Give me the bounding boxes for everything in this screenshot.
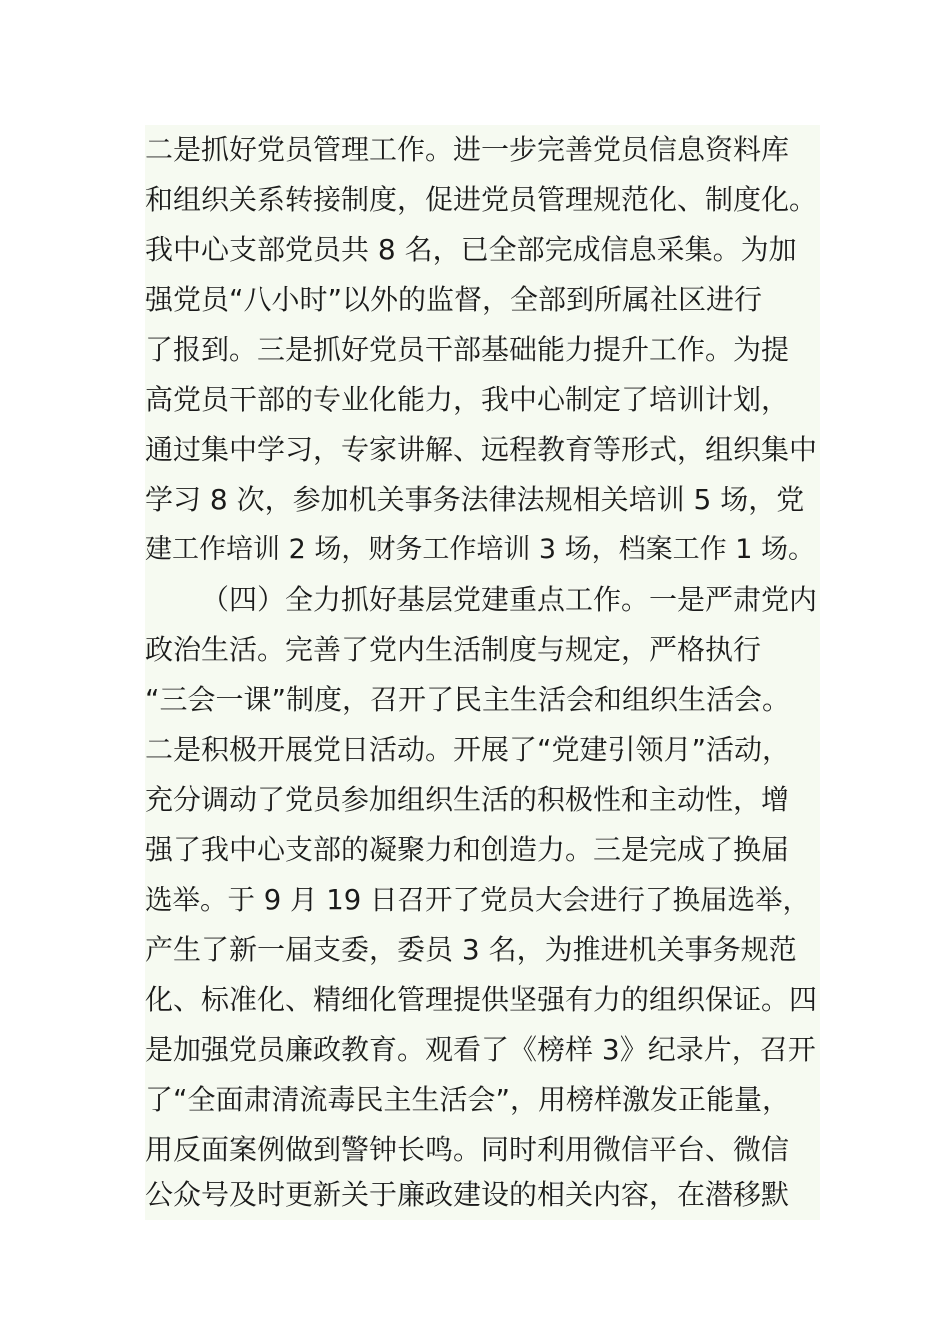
document-text-block	[145, 125, 820, 1220]
text-line: 二是积极开展党日活动。开展了“党建引领月”活动，	[145, 733, 791, 766]
text-line: 我中心支部党员共 8 名，已全部完成信息采集。为加	[145, 233, 797, 266]
text-line: 通过集中学习，专家讲解、远程教育等形式，组织集中	[145, 433, 818, 466]
text-line: 是加强党员廉政教育。观看了《榜样 3》纪录片，召开	[145, 1033, 816, 1066]
text-line: 了“全面肃清流毒民主生活会”，用榜样激发正能量，	[145, 1083, 791, 1116]
text-line: 选举。于 9 月 19 日召开了党员大会进行了换届选举，	[145, 884, 810, 916]
text-line: 了报到。三是抓好党员干部基础能力提升工作。为提	[145, 333, 790, 366]
text-line: 和组织关系转接制度，促进党员管理规范化、制度化。	[145, 183, 818, 216]
text-line: 学习 8 次，参加机关事务法律法规相关培训 5 场，党	[145, 483, 805, 516]
text-line: 强了我中心支部的凝聚力和创造力。三是完成了换届	[145, 833, 790, 866]
text-line: 政治生活。完善了党内生活制度与规定，严格执行	[145, 633, 762, 666]
text-line: 产生了新一届支委，委员 3 名，为推进机关事务规范	[145, 933, 797, 966]
text-line: 二是抓好党员管理工作。进一步完善党员信息资料库	[145, 133, 790, 166]
text-line: 充分调动了党员参加组织生活的积极性和主动性，增	[145, 783, 790, 816]
text-line: 公众号及时更新关于廉政建设的相关内容，在潜移默	[145, 1178, 790, 1211]
text-line: 用反面案例做到警钟长鸣。同时利用微信平台、微信	[145, 1133, 790, 1166]
text-line: “三会一课”制度，召开了民主生活会和组织生活会。	[145, 683, 791, 716]
text-line: 建工作培训 2 场，财务工作培训 3 场，档案工作 1 场。	[145, 534, 816, 565]
text-line: 化、标准化、精细化管理提供坚强有力的组织保证。四	[145, 983, 818, 1016]
text-line: 强党员“八小时”以外的监督，全部到所属社区进行	[145, 283, 763, 316]
text-line: 高党员干部的专业化能力，我中心制定了培训计划，	[145, 383, 790, 416]
paragraph-heading-line: （四）全力抓好基层党建重点工作。一是严肃党内	[201, 583, 818, 616]
